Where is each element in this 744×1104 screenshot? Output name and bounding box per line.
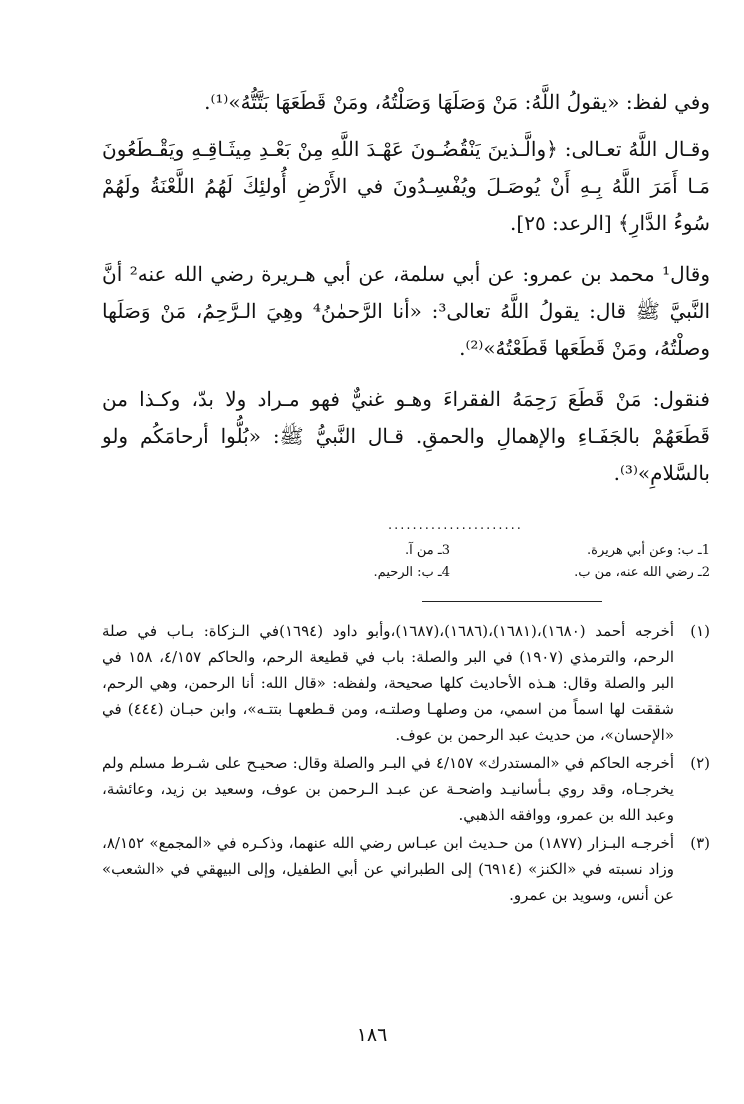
footnote-text: أخرجه الحاكم في «المستدرك» ٤/١٥٧ في البـر والصلة وقال: صحيـح على شـرط مسلم ولم يخرجـاه، وقد روي بـأسانيـد واضحـة عن عبـد الـرحمن بن عوف، وسعيد بن زيد، وعائشة، وعبد الله بن عمرو، ووافقه الذهبي. bbox=[102, 754, 675, 824]
separator-dots: ...................... bbox=[388, 518, 523, 533]
footnote-text: أخرجـه البـزار (١٨٧٧) من حـديث ابن عبـاس رضي الله عنهما، وذكـره في «المجمع» ٨/١٥٢، وزاد نسبته في «الكنز» (٦٩١٤) إلى الطبراني عن أبي الطفيل، وإلى البيهقي في «الشعب» عن أنس، وسويد بن عمرو. bbox=[102, 834, 674, 904]
paragraph-4: فنقول: مَنْ قَطَعَ رَحِمَهُ الفقراءَ وهـو غنيٌّ فهو مـراد ولا بدّ، وكـذا من قَطَعَهُمْ بالجَفَـاءِ والإهمالِ والحمقِ. قـال النَّبيُّ ﷺ: «بُلُّوا أرحامَكُم ولو بالسَّلامِ»⁽³⁾. bbox=[102, 387, 710, 485]
footnote-text: أخرجه أحمد (١٦٨٠)،(١٦٨١)،(١٦٨٦)،(١٦٨٧)،وأبو داود (١٦٩٤)في الـزكاة: بـاب في صلة الرحم، والترمذي (١٩٠٧) في البر والصلة: باب في قطيعة الرحم، والحاكم ٤/١٥٧، ١٥٨ في البر والصلة وقال: هـذه الأحاديث كلها صحيحة، ولفظه: «قال الله: أنا الرحمن، وهي الرحم، شققت لها اسماً من اسمي، من وصلهـا وصلتـه، ومن قـطعهـا بتتـه»، وابن حبـان (٤٤٤) في «الإحسان»، من حديث عبد الرحمن بن عوف. bbox=[102, 622, 675, 744]
variants-row bbox=[230, 540, 710, 562]
paragraph-3: وقال¹ محمد بن عمرو: عن أبي سلمة، عن أبي هـريرة رضي الله عنه² أنَّ النَّبيَّ ﷺ قال: يقولُ اللَّهُ تعالى³: «أنا الرَّحمٰنُ⁴ وهِيَ الـرَّحِمُ، مَنْ وَصَلَها وصلْتُهُ، ومَنْ قَطَعَها قَطَعْتُهُ»⁽²⁾. bbox=[102, 262, 710, 360]
paragraph-2: وقـال اللَّهُ تعـالى: ﴿والَّـذينَ يَنْقُضُـونَ عَهْـدَ اللَّهِ مِنْ بَعْـدِ مِيثَـاقِـهِ ويَقْـطَعُونَ مَـا أَمَرَ اللَّهُ بِـهِ أَنْ يُوصَـلَ ويُفْسِـدُونَ في الأَرْضِ أُولئِكَ لَهُمُ اللَّعْنَةُ ولَهُمْ سُوءُ الدَّارِ﴾ [الرعد: ٢٥]. bbox=[102, 137, 710, 235]
footnote-number: (١) bbox=[690, 622, 710, 640]
footnote-divider bbox=[422, 601, 602, 602]
variant-note: 3ـ من آ. bbox=[405, 543, 450, 558]
variant-note: 4ـ ب: الرحيم. bbox=[373, 565, 450, 580]
footnote bbox=[102, 618, 710, 748]
footnote bbox=[102, 830, 710, 908]
variant-note: 2ـ رضي الله عنه، من ب. bbox=[574, 565, 710, 580]
footnote-number: (٢) bbox=[690, 754, 710, 772]
manuscript-variants bbox=[230, 540, 710, 584]
footnote-number: (٣) bbox=[690, 834, 710, 852]
page-number: ١٨٦ bbox=[356, 1024, 388, 1046]
footnotes bbox=[102, 618, 710, 910]
footnote bbox=[102, 750, 710, 828]
main-text bbox=[102, 84, 710, 502]
paragraph-1: وفي لفظ: «يقولُ اللَّهُ: مَنْ وَصَلَهَا وَصَلْتُهُ، ومَنْ قَطَعَهَا بَتَّتُّهُ»⁽¹⁾. bbox=[204, 90, 710, 114]
variants-row bbox=[230, 562, 710, 584]
variant-note: 1ـ ب: وعن أبي هريرة. bbox=[587, 543, 710, 558]
